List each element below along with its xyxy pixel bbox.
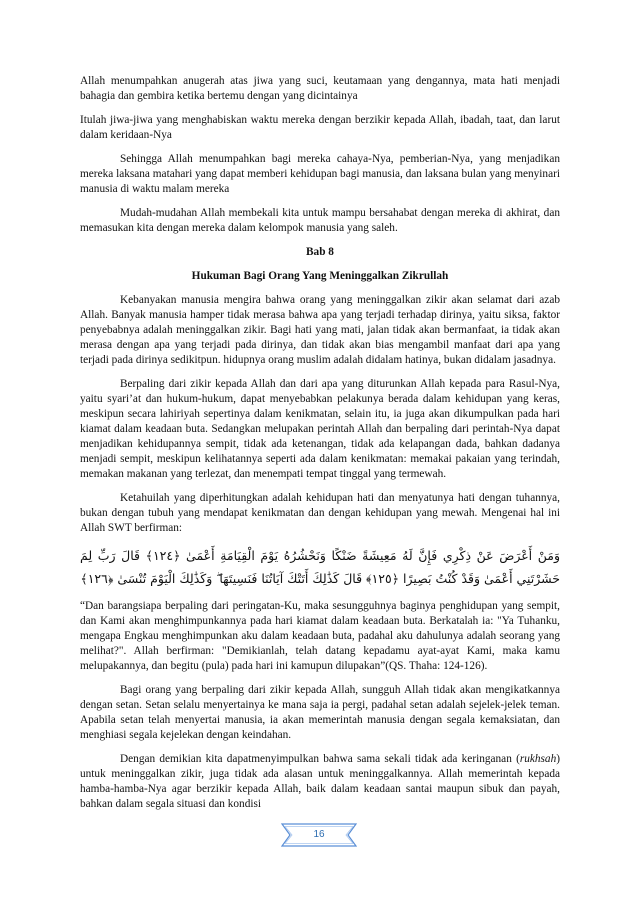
paragraph: Ketahuilah yang diperhitungkan adalah kehidupan hati dan menyatunya hati dengan tuhannya, bukan dengan tubuh yang mendapat kenikmatan dan dengan kehidupan yang mewah. Mengenai hal ini Allah SWT berfirman: (80, 492, 560, 534)
paragraph-text: ) untuk meninggalkan zikir, juga tidak ada alasan untuk meninggalkannya. Allah memerintah kepada hamba-hamba-Nya agar berzikir kepada Allah, baik dalam keadaan santai maupun sibuk dan payah, bahkan dalam segala situasi dan kondisi (80, 753, 560, 810)
chapter-title: Hukuman Bagi Orang Yang Meninggalkan Zikrullah (191, 270, 449, 282)
verse-translation: “Dan barangsiapa berpaling dari peringatan-Ku, maka sesungguhnya baginya penghidupan yang sempit, dan Kami akan menghimpunkannya pada hari kiamat dalam keadaan buta. Berkatalah ia: "Ya Tuhanku, mengapa Engkau menghimpunkan aku dalam keadaan buta, padahal aku dahulunya adalah seorang yang melihat?". Allah berfirman: "Demikianlah, telah datang kepadamu ayat-ayat Kami, maka kamu melupakannya, dan begitu (pula) pada hari ini kamupun dilupakan”(QS. Thaha: 124-126). (80, 600, 560, 672)
page-number-ribbon (281, 823, 357, 847)
document-page (80, 74, 560, 812)
chapter-number: Bab 8 (306, 246, 334, 258)
paragraph: Itulah jiwa-jiwa yang menghabiskan waktu mereka dengan berzikir kepada Allah, ibadah, taat, dan larut dalam keridaan-Nya (80, 114, 560, 141)
paragraph-text: Dengan demikian kita dapatmenyimpulkan bahwa sama sekali tidak ada keringanan ( (120, 753, 520, 765)
paragraph: Mudah-mudahan Allah membekali kita untuk mampu bersahabat dengan mereka di akhirat, dan memasukan kita dengan mereka dalam kelompok manusia yang saleh. (80, 207, 560, 234)
paragraph: Allah menumpahkan anugerah atas jiwa yang suci, keutamaan yang dengannya, mata hati menjadi bahagia dan gembira ketika bertemu dengan yang dicintainya (80, 75, 560, 102)
paragraph: Berpaling dari zikir kepada Allah dan dari apa yang diturunkan Allah kepada para Rasul-Nya, yaitu syari’at dan hukum-hukum, dapat menyebabkan pelakunya berada dalam kehidupan yang keras, meskipun secara lahiriyah sepertinya dalam kenikmatan, selain itu, ia juga akan dikumpulkan pada hari kiamat dalam keadaan buta. Sedangkan melupakan perintah Allah dan berpaling dari perintah-Nya dapat menjadikan kehidupannya sempit, tidak ada ketenangan, tidak ada kelapangan dada, bahkan dadanya menjadi sempit, meskipun kelihatannya seperti ada dalam kenikmatan: memakai pakaian yang terindah, memakan makanan yang terlezat, dan menempati tempat tinggal yang termewah. (80, 378, 560, 480)
arabic-verse: وَمَنْ أَعْرَضَ عَنْ ذِكْرِي فَإِنَّ لَهُ مَعِيشَةً ضَنْكًا وَنَحْشُرُهُ يَوْمَ الْقِيَامَةِ أَعْمَىٰ ﴿١٢٤﴾ قَالَ رَبِّ لِمَ حَشَرْتَنِي أَعْمَىٰ وَقَدْ كُنْتُ بَصِيرًا ﴿١٢٥﴾ قَالَ كَذَٰلِكَ أَتَتْكَ آيَاتُنَا فَنَسِيتَهَا ۖ وَكَذَٰلِكَ الْيَوْمَ تُنْسَىٰ ﴿١٢٦﴾ (80, 548, 561, 586)
paragraph: Kebanyakan manusia mengira bahwa orang yang meninggalkan zikir akan selamat dari azab Allah. Banyak manusia hamper tidak merasa bahwa apa yang terjadi terhadap dirinya, yaitu siksa, faktor penyebabnya adalah meninggalkan zikir. Bagi hati yang mati, jalan tidak akan bermanfaat, ia tidak akan merasa dengan apa yang terjadi pada dirinya, dan tidak akan bias mengambil manfaat dari apa yang terjadi pada dirinya sedikitpun. hidupnya orang muslim adalah didalam hatinya, bukan didalam jasadnya. (80, 294, 560, 366)
paragraph (80, 752, 560, 812)
page-number: 16 (313, 829, 325, 840)
paragraph: Sehingga Allah menumpahkan bagi mereka cahaya-Nya, pemberian-Nya, yang menjadikan mereka laksana matahari yang dapat memberi kehidupan bagi manusia, dan laksana bulan yang menyinari manusia di waktu malam mereka (80, 153, 560, 195)
italic-term: rukhsah (519, 753, 557, 765)
paragraph: Bagi orang yang berpaling dari zikir kepada Allah, sungguh Allah tidak akan mengikatkannya dengan setan. Setan selalu menyertainya ke mana saja ia pergi, padahal setan adalah sejelek-jelek teman. Apabila setan telah menyertai manusia, ia akan memerintah manusia dengan segala kemaksiatan, dan menghiasi segala kejelekan dengan keindahan. (80, 684, 560, 741)
